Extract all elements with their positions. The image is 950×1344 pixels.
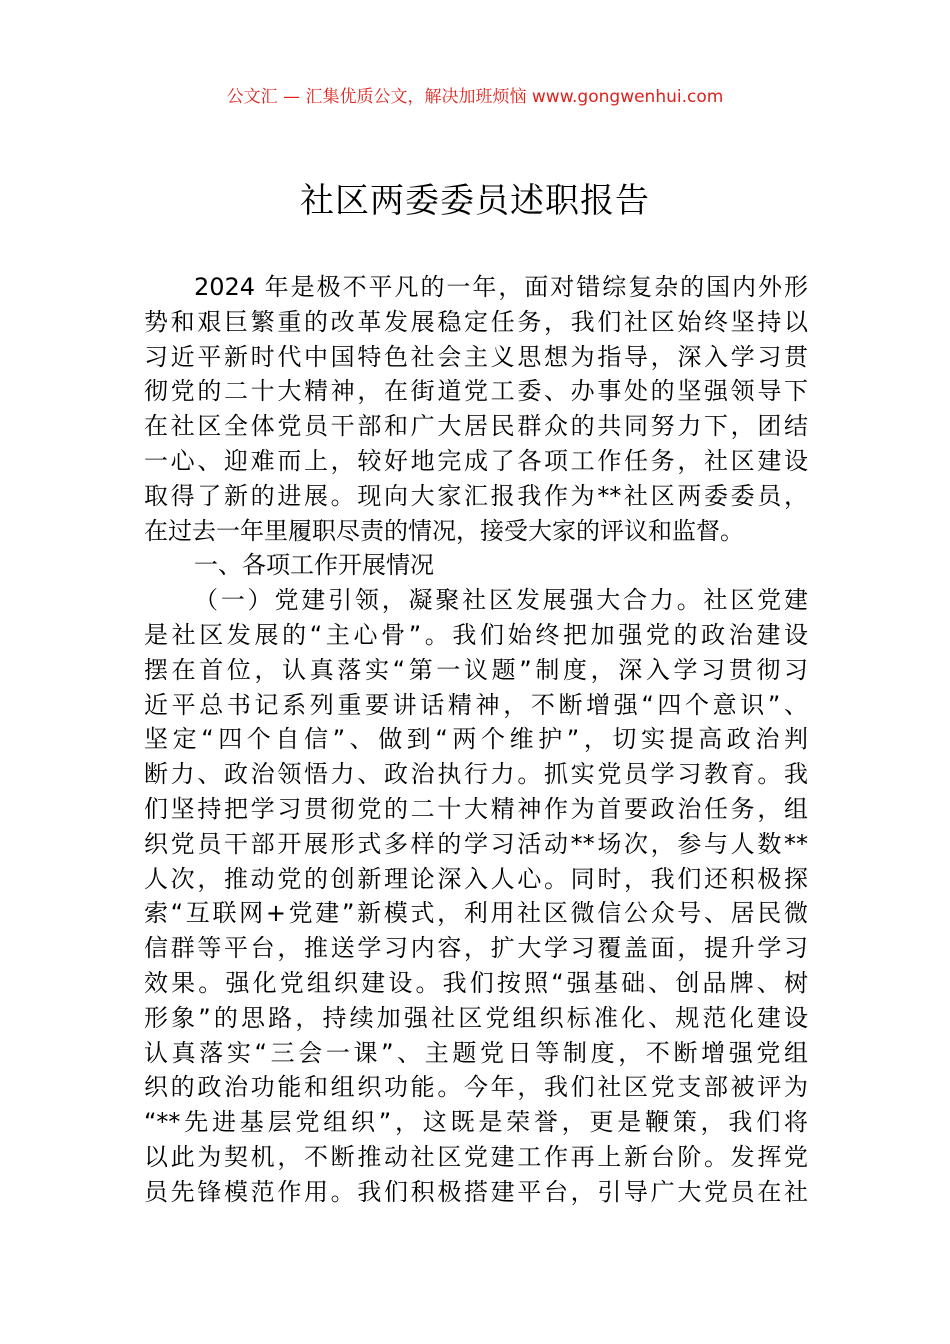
body-line: 势和艰巨繁重的改革发展稳定任务，我们社区始终坚持以 [144,307,808,336]
body-line: 在过去一年里履职尽责的情况，接受大家的评议和监督。 [144,516,744,545]
subsection-line: （一）党建引领，凝聚社区发展强大合力。社区党建 [194,586,808,615]
body-line: 认真落实“三会一课”、主题党日等制度，不断增强党组 [144,1038,808,1067]
section-heading: 一、各项工作开展情况 [194,551,434,580]
document-body [144,270,808,1210]
document-title: 社区两委委员述职报告 [300,181,650,221]
body-line: 坚定“四个自信”、做到“两个维护”，切实提高政治判 [144,725,808,754]
body-line: 彻党的二十大精神，在街道党工委、办事处的坚强领导下 [144,377,808,406]
body-line: 以此为契机，不断推动社区党建工作再上新台阶。发挥党 [144,1142,808,1171]
body-line: “**先进基层党组织”，这既是荣誉，更是鞭策，我们将 [144,1108,808,1137]
body-line: 2024 年是极不平凡的一年，面对错综复杂的国内外形 [194,273,808,301]
body-line: 信群等平台，推送学习内容，扩大学习覆盖面，提升学习 [144,934,808,963]
body-line: 织党员干部开展形式多样的学习活动**场次，参与人数** [144,829,808,858]
body-line: 效果。强化党组织建设。我们按照“强基础、创品牌、树 [144,968,808,997]
body-line: 索“互联网+党建”新模式，利用社区微信公众号、居民微 [144,899,808,928]
body-line: 人次，推动党的创新理论深入人心。同时，我们还积极探 [144,864,808,893]
body-line: 是社区发展的“主心骨”。我们始终把加强党的政治建设 [144,620,808,649]
body-line: 习近平新时代中国特色社会主义思想为指导，深入学习贯 [144,342,808,371]
body-line: 取得了新的进展。现向大家汇报我作为**社区两委委员， [144,481,808,510]
body-line: 近平总书记系列重要讲话精神，不断增强“四个意识”、 [144,690,808,719]
body-line: 摆在首位，认真落实“第一议题”制度，深入学习贯彻习 [144,655,808,684]
site-banner: 公文汇 — 汇集优质公文，解决加班烦恼 www.gongwenhui.com [226,87,724,107]
body-line: 形象”的思路，持续加强社区党组织标准化、规范化建设 [144,1003,808,1032]
body-line: 断力、政治领悟力、政治执行力。抓实党员学习教育。我 [144,760,808,789]
body-line: 在社区全体党员干部和广大居民群众的共同努力下，团结 [144,412,808,441]
body-line: 织的政治功能和组织功能。今年，我们社区党支部被评为 [144,1073,808,1102]
body-line: 员先锋模范作用。我们积极搭建平台，引导广大党员在社 [144,1177,808,1206]
body-line: 一心、迎难而上，较好地完成了各项工作任务，社区建设 [144,446,808,475]
body-line: 们坚持把学习贯彻党的二十大精神作为首要政治任务，组 [144,794,808,823]
